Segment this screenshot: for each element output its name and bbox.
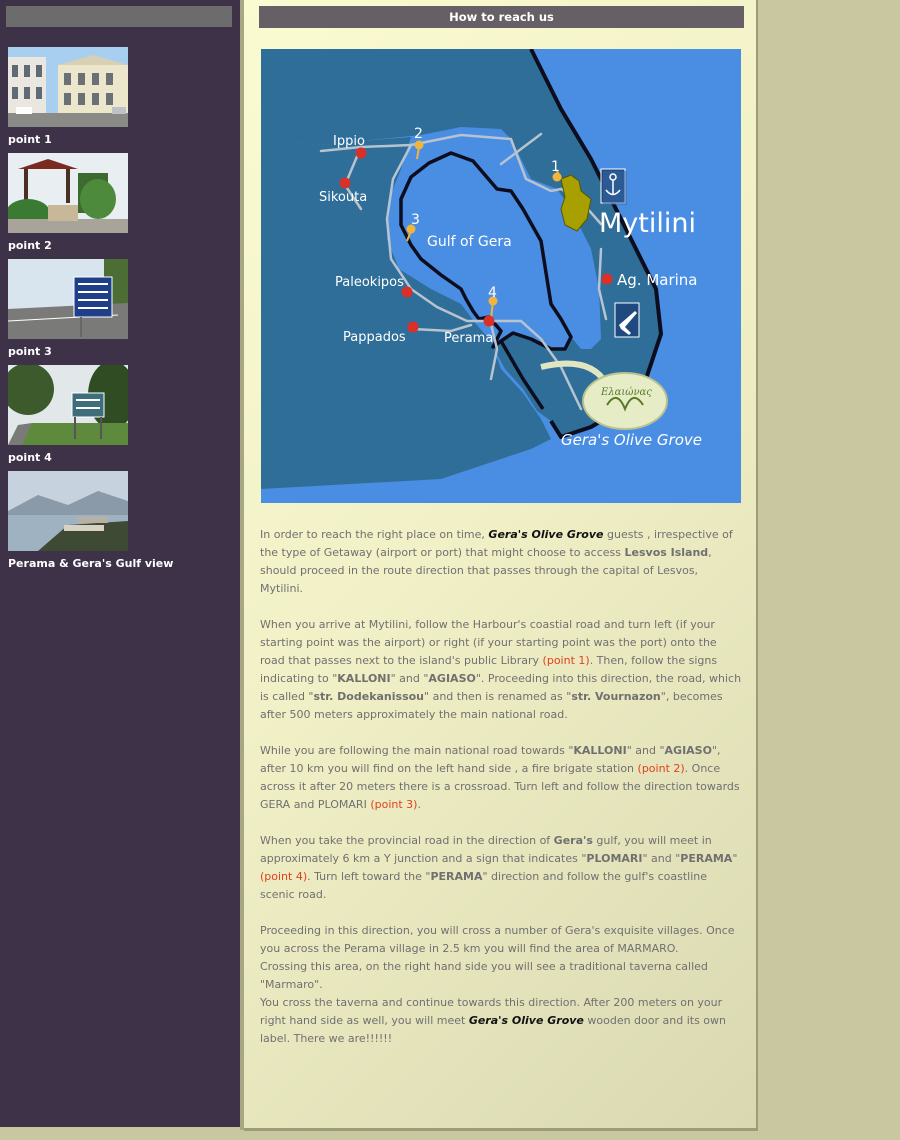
sikouta-marker <box>340 178 351 189</box>
pappados-marker <box>408 322 419 333</box>
sidebar-item-gulf-view[interactable] <box>8 471 230 571</box>
label-sikouta: Sikouta <box>319 190 368 205</box>
label-gulf: Gulf of Gera <box>427 234 512 250</box>
paragraph-5: Proceeding in this direction, you will cross a number of Gera's exquisite villages. Once you across the Perama village in 2.5 km you will find the area of MARMARO. Crossing this area, on the right hand side you will see a traditional taverna called "Marmaro". You cross the taverna and continue towards this direction. After 200 meters on your right hand side as well, you will meet Gera's Olive Grove wooden door and its own label. There we are!!!!!! <box>260 924 735 1045</box>
olive-grove-logo <box>583 373 667 429</box>
sidebar-item-point-3[interactable] <box>8 259 230 359</box>
ippio-marker <box>356 148 367 159</box>
directions-text <box>260 526 744 1066</box>
gulf-view-photo[interactable] <box>8 471 128 551</box>
brand-name: Gera's Olive Grove <box>488 528 604 541</box>
label-point-3: 3 <box>411 212 420 228</box>
ag-marina-marker <box>602 274 613 285</box>
label-grove: Gera's Olive Grove <box>561 431 703 449</box>
point-2-caption: point 2 <box>8 239 52 252</box>
label-ag-marina: Ag. Marina <box>617 271 698 289</box>
label-ippio: Ippio <box>333 134 365 149</box>
label-mytilini: Mytilini <box>599 208 696 239</box>
point-1-caption: point 1 <box>8 133 52 146</box>
paragraph-2: When you arrive at Mytilini, follow the Harbour's coastial road and turn left (if your starting point was the airport) or right (if your starting point was the port) onto the road that passes next to the island's public Library (point 1). Then, follow the signs indicating to "KALLONI" and "AGIASO". Proceeding into this direction, the road, which is called "str. Dodekanissou" and then is renamed as "str. Vournazon", becomes after 500 meters approximately the main national road. <box>260 618 742 721</box>
point-2-photo[interactable] <box>8 153 128 233</box>
svg-text:Ελαιώνας: Ελαιώνας <box>601 387 652 398</box>
paragraph-4: When you take the provincial road in the direction of Gera's gulf, you will meet in approximately 6 km a Y junction and a sign that indicates "PLOMARI" and "PERAMA" (point 4). Turn left toward the "PERAMA" direction and follow the gulf's coastline scenic road. <box>260 834 738 901</box>
perama-marker <box>484 316 495 327</box>
sidebar-item-point-1[interactable] <box>8 47 230 147</box>
sidebar-item-point-2[interactable] <box>8 153 230 253</box>
page-title: How to reach us <box>259 6 744 28</box>
point-1-photo[interactable] <box>8 47 128 127</box>
label-pappados: Pappados <box>343 330 406 345</box>
label-point-2: 2 <box>414 126 423 142</box>
paragraph-1: In order to reach the right place on time, Gera's Olive Grove guests , irrespective of the type of Getaway (airport or port) that might choose to access Lesvos Island, should proceed in the route direction that passes through the capital of Lesvos, Mytilini. <box>260 528 733 595</box>
sidebar-item-point-4[interactable] <box>8 365 230 465</box>
point-3-caption: point 3 <box>8 345 52 358</box>
point-4-ref: (point 4) <box>260 870 308 883</box>
point-3-photo[interactable] <box>8 259 128 339</box>
gulf-view-caption: Perama & Gera's Gulf view <box>8 557 174 570</box>
airplane-icon <box>615 303 639 337</box>
label-perama: Perama <box>444 331 494 346</box>
point-4-caption: point 4 <box>8 451 52 464</box>
sidebar-header-bar <box>6 6 232 27</box>
point-4-photo[interactable] <box>8 365 128 445</box>
anchor-icon <box>601 169 627 205</box>
point-1-ref: (point 1) <box>542 654 590 667</box>
brand-name: Gera's Olive Grove <box>468 1014 584 1027</box>
point-2-ref: (point 2) <box>637 762 685 775</box>
label-point-1: 1 <box>551 159 560 175</box>
point-3-ref: (point 3) <box>370 798 418 811</box>
label-point-4: 4 <box>488 285 497 301</box>
label-paleokipos: Paleokipos <box>335 275 404 290</box>
location-map <box>261 49 741 503</box>
sidebar <box>0 0 240 1127</box>
content-panel <box>244 0 758 1131</box>
paragraph-3: While you are following the main national road towards "KALLONI" and "AGIASO", after 10 km you will find on the left hand side , a fire brigate station (point 2). Once across it after 20 meters there is a crossroad. Turn left and follow the direction towards GERA and PLOMARI (point 3). <box>260 744 740 811</box>
